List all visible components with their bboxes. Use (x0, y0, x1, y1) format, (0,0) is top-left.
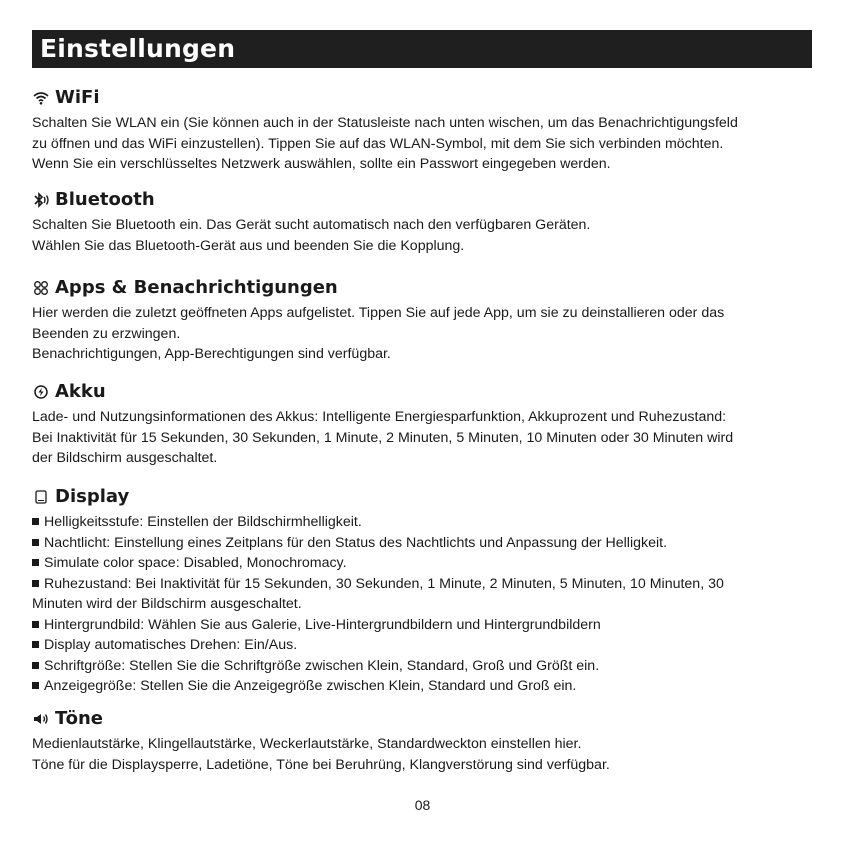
list-item: Ruhezustand: Bei Inaktivität für 15 Sekunden, 30 Sekunden, 1 Minute, 2 Minuten, 5 Minuten, 10 Minuten, 30 (32, 574, 822, 595)
paragraph-line: Schalten Sie WLAN ein (Sie können auch in der Statusleiste nach unten wischen, um das Benachrichtigungsfeld (32, 115, 738, 131)
heading-label: Töne (55, 708, 103, 729)
speaker-icon (32, 710, 50, 728)
section-apps (32, 275, 822, 365)
section-display (32, 484, 822, 697)
section-heading (32, 187, 822, 213)
list-item: Simulate color space: Disabled, Monochromacy. (32, 553, 822, 574)
paragraph-line: Beenden zu erzwingen. (32, 325, 181, 342)
heading-label: Akku (55, 381, 106, 402)
battery-icon (32, 383, 50, 401)
paragraph-line: Wählen Sie das Bluetooth-Gerät aus und beenden Sie die Kopplung. (32, 237, 465, 254)
section-toene (32, 706, 822, 775)
paragraph-line: Hier werden die zuletzt geöffneten Apps aufgelistet. Tippen Sie auf jede App, um sie zu deinstallieren oder das (32, 305, 725, 321)
paragraph-line: der Bildschirm ausgeschaltet. (32, 450, 218, 466)
list-item: Schriftgröße: Stellen Sie die Schriftgröße zwischen Klein, Standard, Groß und Größt ein. (32, 656, 822, 677)
heading-label: WiFi (55, 87, 100, 108)
list-item: Anzeigegröße: Stellen Sie die Anzeigegröße zwischen Klein, Standard und Groß ein. (32, 676, 822, 697)
section-heading (32, 706, 822, 732)
paragraph-line: Töne für die Displaysperre, Ladetiöne, Töne bei Beruhrüng, Klangverstörung sind verfügbar. (32, 756, 610, 773)
paragraph-line: Schalten Sie Bluetooth ein. Das Gerät sucht automatisch nach den verfügbaren Geräten. (32, 217, 591, 233)
paragraph-line: Benachrichtigungen, App-Berechtigungen sind verfügbar. (32, 346, 391, 362)
page-title: Einstellungen (32, 30, 812, 68)
section-heading (32, 379, 822, 405)
display-bullet-list (32, 512, 822, 697)
paragraph-line: Wenn Sie ein verschlüsseltes Netzwerk auswählen, sollte ein Passwort eingegeben werden. (32, 156, 611, 172)
heading-label: Display (55, 486, 130, 507)
section-akku (32, 379, 822, 469)
paragraph-line: Lade- und Nutzungsinformationen des Akkus: Intelligente Energiesparfunktion, Akkuprozent und Ruhezustand: (32, 409, 727, 425)
apps-icon (32, 279, 50, 297)
list-item: Nachtlicht: Einstellung eines Zeitplans für den Status des Nachtlichts und Anpassung der Helligkeit. (32, 533, 822, 554)
list-item: Hintergrundbild: Wählen Sie aus Galerie, Live-Hintergrundbildern und Hintergrundbildern (32, 615, 822, 636)
heading-label: Bluetooth (55, 189, 155, 210)
section-bluetooth (32, 187, 822, 256)
paragraph-line: Bei Inaktivität für 15 Sekunden, 30 Sekunden, 1 Minute, 2 Minuten, 5 Minuten, 10 Minuten oder 30 Minuten wird (32, 429, 734, 446)
display-icon (32, 488, 50, 506)
section-heading (32, 484, 822, 510)
list-item-continuation: Minuten wird der Bildschirm ausgeschaltet. (32, 596, 302, 612)
bluetooth-icon (32, 191, 50, 209)
paragraph-line: Medienlautstärke, Klingellautstärke, Weckerlautstärke, Standardweckton einstellen hier. (32, 736, 582, 752)
section-heading (32, 85, 822, 111)
wifi-icon (32, 89, 50, 107)
page-number: 08 (414, 797, 431, 813)
heading-label: Apps & Benachrichtigungen (55, 277, 338, 298)
section-wifi (32, 85, 822, 175)
list-item: Display automatisches Drehen: Ein/Aus. (32, 635, 822, 656)
list-item: Helligkeitsstufe: Einstellen der Bildschirmhelligkeit. (32, 512, 822, 533)
paragraph-line: zu öffnen und das WiFi einzustellen). Tippen Sie auf das WLAN-Symbol, mit dem Sie sich verbinden möchten. (32, 135, 724, 152)
section-heading (32, 275, 822, 301)
